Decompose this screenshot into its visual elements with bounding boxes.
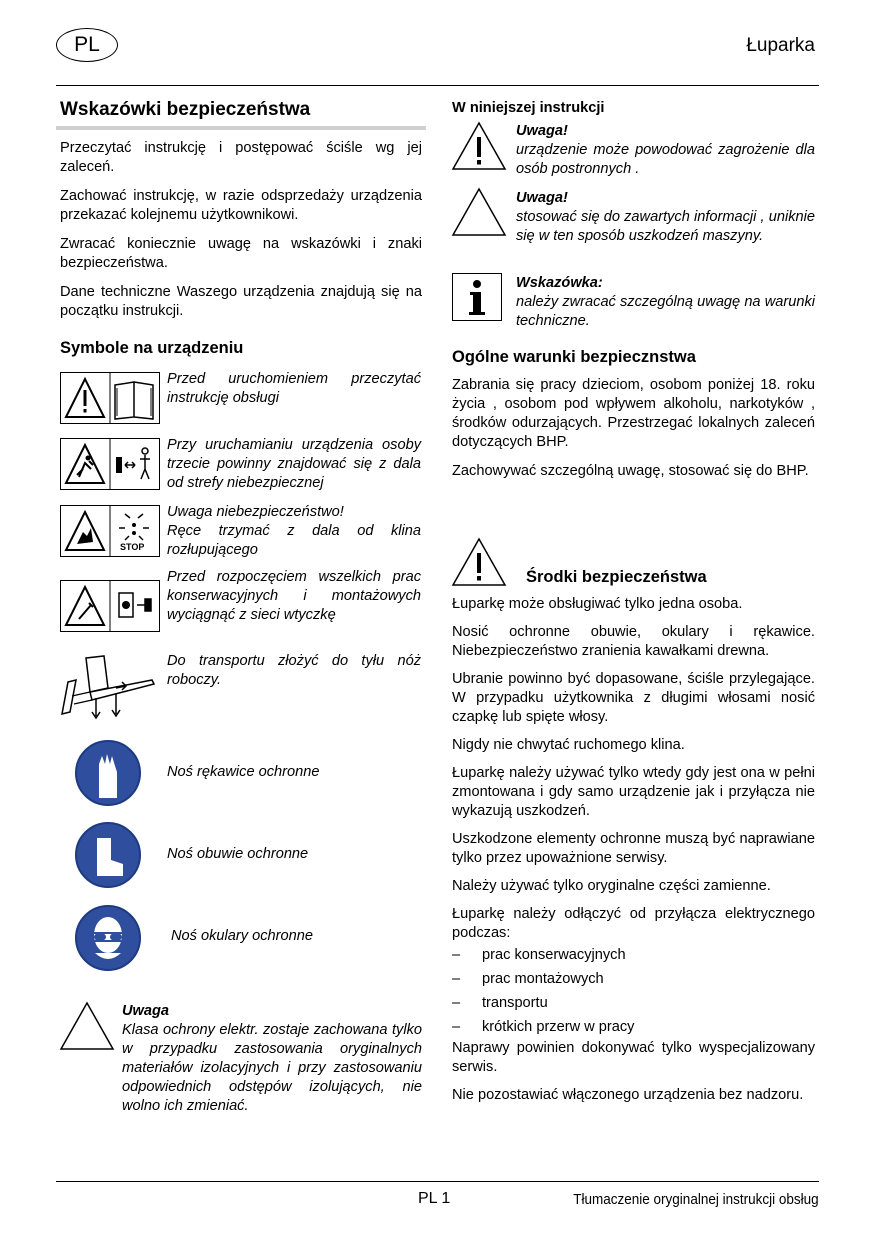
notice-2 xyxy=(516,189,815,246)
boots-icon xyxy=(75,822,141,888)
paragraph: Nigdy nie chwytać ruchomego klina. xyxy=(452,737,685,753)
general-section xyxy=(452,376,815,481)
unplug-pictogram xyxy=(60,580,160,632)
notice-1 xyxy=(516,122,815,179)
uwaga-text: Klasa ochrony elektr. zostaje zachowana tylko w przypadku zastosowania oryginalnych materiałów izolacyjnych i przy zastosowaniu odpowiednich odstępów izolujących, nie wolno ich zmieniać. xyxy=(122,1022,422,1114)
paragraph: Łuparkę należy używać tylko wtedy gdy jest ona w pełni zmontowana i gdy samo urządzenie jak i przyłącza nie wykazują uszkodzeń. xyxy=(452,765,815,819)
notice-3 xyxy=(516,274,815,331)
heading-underline xyxy=(56,126,426,130)
gloves-text: Noś rękawice ochronne xyxy=(167,764,320,780)
document-title: Łuparka xyxy=(746,35,815,56)
safety-heading: Wskazówki bezpieczeństwa xyxy=(60,99,311,120)
paragraph: Nie pozostawiać włączonego urządzenia bez nadzoru. xyxy=(452,1087,804,1103)
list-item xyxy=(452,1018,815,1039)
list-item-text: transportu xyxy=(482,995,548,1011)
caution-icon xyxy=(450,186,508,238)
caution-triangle-icon xyxy=(58,1000,116,1052)
symbol-unplug xyxy=(56,568,426,644)
uwaga-block xyxy=(122,1002,422,1116)
dash-bullet: – xyxy=(452,995,461,1011)
symbol-text-line: Uwaga niebezpieczeństwo! xyxy=(167,504,344,520)
dash-bullet: – xyxy=(452,971,461,987)
notice-text: stosować się do zawartych informacji , uniknie się w ten sposób uszkodzeń maszyny. xyxy=(516,209,815,244)
paragraph: Zwracać koniecznie uwagę na wskazówki i znaki bezpieczeństwa. xyxy=(60,236,422,271)
symbol-text: Przy uruchamianiu urządzenia osoby trzecie powinny znajdować się z dala od strefy niebezpiecznej xyxy=(167,437,421,491)
notice-text: urządzenie może powodować zagrożenie dla osób postronnych . xyxy=(516,142,815,177)
boots-text: Noś obuwie ochronne xyxy=(167,846,309,862)
goggles-text: Noś okulary ochronne xyxy=(171,928,313,944)
gloves-icon xyxy=(75,740,141,806)
measures-section xyxy=(452,595,815,1105)
paragraph: Ubranie powinno być dopasowane, ściśle przylegające. W przypadku użytkownika z długimi włosami nosić czapkę lub spięte włosy. xyxy=(452,671,815,725)
uwaga-title: Uwaga xyxy=(122,1003,170,1019)
footer-note: Tłumaczenie oryginalnej instrukcji obsług xyxy=(573,1191,819,1208)
general-heading: Ogólne warunki bezpiecznstwa xyxy=(452,348,696,366)
paragraph: Zachowywać szczególną uwagę, stosować się do BHP. xyxy=(452,463,809,479)
footer-rule xyxy=(56,1181,819,1182)
list-item xyxy=(452,946,815,970)
symbol-keep-distance xyxy=(56,436,426,492)
paragraph: Uszkodzone elementy ochronne muszą być naprawiane tylko przez upoważnione serwisy. xyxy=(452,831,815,866)
language-code: PL xyxy=(74,33,100,56)
language-badge xyxy=(56,28,118,62)
dash-bullet: – xyxy=(452,1019,461,1035)
measures-warning-icon xyxy=(450,536,508,588)
paragraph: Naprawy powinien dokonywać tylko wyspecjalizowany serwis. xyxy=(452,1040,815,1075)
symbols-heading: Symbole na urządzeniu xyxy=(60,339,244,357)
notice-title: Wskazówka: xyxy=(516,275,603,291)
goggles-icon xyxy=(75,905,141,971)
danger-zone-pictogram xyxy=(60,438,160,490)
left-intro xyxy=(60,139,422,321)
measures-heading: Środki bezpieczeństwa xyxy=(526,568,707,586)
paragraph: Łuparkę może obsługiwać tylko jedna osoba. xyxy=(452,596,743,612)
paragraph: Przeczytać instrukcję i postępować ściśle wg jej zaleceń. xyxy=(60,140,422,175)
list-item-text: krótkich przerw w pracy xyxy=(482,1019,635,1035)
list-item-text: prac montażowych xyxy=(482,971,604,987)
info-icon xyxy=(452,273,502,321)
notice-text: należy zwracać szczególną uwagę na warunki techniczne. xyxy=(516,294,815,329)
transport-pictogram xyxy=(56,652,160,722)
symbol-transport xyxy=(56,652,426,728)
paragraph: Łuparkę należy odłączyć od przyłącza elektrycznego podczas: xyxy=(452,906,815,941)
list-item xyxy=(452,994,815,1018)
paragraph: Zachować instrukcję, w razie odsprzedaży urządzenia przekazać kolejnemu użytkownikowi. xyxy=(60,188,422,223)
paragraph: Nosić ochronne obuwie, okulary i rękawice. Niebezpieczeństwo zranienia kawałkami drewna. xyxy=(452,624,815,659)
paragraph: Dane techniczne Waszego urządzenia znajdują się na początku instrukcji. xyxy=(60,284,422,319)
hands-wedge-pictogram xyxy=(60,505,160,557)
symbol-text-line: Ręce trzymać z dala od klina rozłupującego xyxy=(167,523,421,558)
notice-title: Uwaga! xyxy=(516,190,568,206)
list-item xyxy=(452,970,815,994)
warning-manual-pictogram xyxy=(60,372,160,424)
symbol-text: Przed rozpoczęciem wszelkich prac konserwacyjnych i montażowych wyciągnąć z sieci wtyczkę xyxy=(167,569,421,623)
page-number: PL 1 xyxy=(418,1190,451,1207)
symbol-read-manual xyxy=(56,370,426,426)
symbol-text xyxy=(167,503,421,560)
symbol-text: Do transportu złożyć do tyłu nóż roboczy. xyxy=(167,653,421,688)
paragraph: Zabrania się pracy dzieciom, osobom poniżej 18. roku życia , osobom pod wpływem alkoholu, narkotyków , środków odurzających. Przestrzegać lokalnych zaleceń dotyczących BHP. xyxy=(452,377,815,450)
stop-label: STOP xyxy=(120,542,145,552)
symbol-hands-away xyxy=(56,503,426,561)
warning-icon xyxy=(450,120,508,172)
header-rule xyxy=(56,85,819,86)
dash-bullet: – xyxy=(452,947,461,963)
notice-title: Uwaga! xyxy=(516,123,568,139)
symbol-text: Przed uruchomieniem przeczytać instrukcję obsługi xyxy=(167,371,421,406)
intro-heading: W niniejszej instrukcji xyxy=(452,100,605,116)
paragraph: Należy używać tylko oryginalne części zamienne. xyxy=(452,878,771,894)
left-column xyxy=(60,100,422,119)
list-item-text: prac konserwacyjnych xyxy=(482,947,626,963)
